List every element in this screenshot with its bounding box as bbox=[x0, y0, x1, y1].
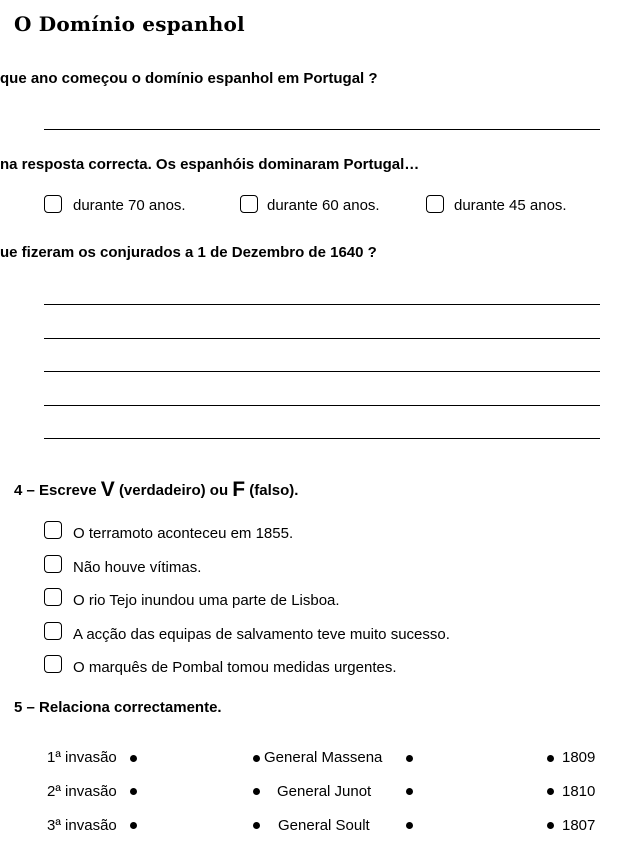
match-dot-invasion-1[interactable] bbox=[130, 755, 137, 762]
statement-4: A acção das equipas de salvamento teve muito sucesso. bbox=[73, 626, 450, 643]
invasion-3-label: 3ª invasão bbox=[47, 817, 117, 834]
answer-line-q1[interactable] bbox=[44, 129, 600, 130]
general-3-label: General Soult bbox=[278, 817, 370, 834]
vf-box-3[interactable] bbox=[44, 588, 62, 606]
f-word: (falso). bbox=[249, 482, 299, 499]
match-dot-general-left-1[interactable] bbox=[253, 755, 260, 762]
match-dot-general-left-3[interactable] bbox=[253, 822, 260, 829]
checkbox-option-2[interactable] bbox=[240, 195, 258, 213]
match-dot-year-3[interactable] bbox=[547, 822, 554, 829]
answer-line-q3-4[interactable] bbox=[44, 405, 600, 406]
v-letter: V bbox=[100, 478, 115, 501]
match-dot-general-right-2[interactable] bbox=[406, 788, 413, 795]
answer-line-q3-1[interactable] bbox=[44, 304, 600, 305]
year-1-label: 1809 bbox=[562, 749, 596, 766]
question-2-text: na resposta correcta. Os espanhóis dominaram Portugal… bbox=[0, 156, 420, 173]
match-dot-year-2[interactable] bbox=[547, 788, 554, 795]
vf-box-2[interactable] bbox=[44, 555, 62, 573]
match-dot-general-left-2[interactable] bbox=[253, 788, 260, 795]
question-4-prefix: 4 – Escreve bbox=[14, 482, 97, 499]
option-3-label: durante 45 anos. bbox=[454, 197, 567, 214]
answer-line-q3-3[interactable] bbox=[44, 371, 600, 372]
answer-line-q3-2[interactable] bbox=[44, 338, 600, 339]
year-2-label: 1810 bbox=[562, 783, 596, 800]
invasion-2-label: 2ª invasão bbox=[47, 783, 117, 800]
statement-3: O rio Tejo inundou uma parte de Lisboa. bbox=[73, 592, 340, 609]
invasion-1-label: 1ª invasão bbox=[47, 749, 117, 766]
v-word: (verdadeiro) ou bbox=[118, 482, 229, 499]
question-5-text: 5 – Relaciona correctamente. bbox=[14, 699, 222, 716]
checkbox-option-3[interactable] bbox=[426, 195, 444, 213]
match-dot-invasion-3[interactable] bbox=[130, 822, 137, 829]
question-1-text: que ano começou o domínio espanhol em Portugal ? bbox=[0, 70, 378, 87]
vf-box-4[interactable] bbox=[44, 622, 62, 640]
vf-box-1[interactable] bbox=[44, 521, 62, 539]
year-3-label: 1807 bbox=[562, 817, 596, 834]
option-1-label: durante 70 anos. bbox=[73, 197, 186, 214]
checkbox-option-1[interactable] bbox=[44, 195, 62, 213]
general-2-label: General Junot bbox=[277, 783, 372, 800]
match-dot-year-1[interactable] bbox=[547, 755, 554, 762]
match-dot-general-right-1[interactable] bbox=[406, 755, 413, 762]
statement-2: Não houve vítimas. bbox=[73, 559, 202, 576]
page-title: O Domínio espanhol bbox=[14, 12, 245, 36]
f-letter: F bbox=[232, 478, 246, 501]
match-dot-invasion-2[interactable] bbox=[130, 788, 137, 795]
option-2-label: durante 60 anos. bbox=[267, 197, 380, 214]
answer-line-q3-5[interactable] bbox=[44, 438, 600, 439]
question-4-heading bbox=[14, 478, 298, 502]
question-3-text: ue fizeram os conjurados a 1 de Dezembro de 1640 ? bbox=[0, 244, 377, 261]
statement-5: O marquês de Pombal tomou medidas urgentes. bbox=[73, 659, 397, 676]
general-1-label: General Massena bbox=[264, 749, 383, 766]
vf-box-5[interactable] bbox=[44, 655, 62, 673]
match-dot-general-right-3[interactable] bbox=[406, 822, 413, 829]
statement-1: O terramoto aconteceu em 1855. bbox=[73, 525, 294, 542]
